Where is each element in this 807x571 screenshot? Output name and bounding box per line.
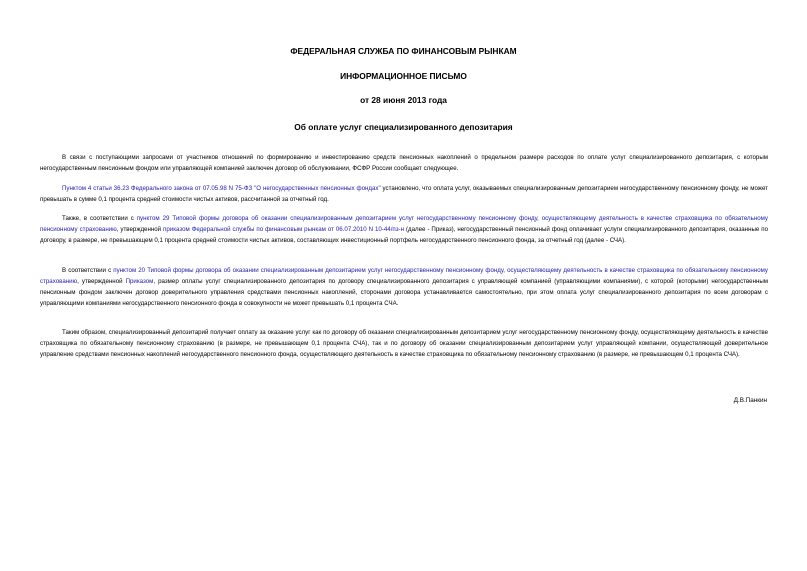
order-link[interactable]: приказом Федеральной службы по финансовым рынкам от 06.07.2010 N 10-44/пз-н xyxy=(163,226,404,233)
document-date: от 28 июня 2013 года xyxy=(360,95,447,105)
clause-29-link[interactable]: пунктом 29 Типовой формы договора об оказании специализированным депозитарием услуг негосударственному пенсионному фонду, осуществляющему деятельность в качестве страховщика по обязательному пенсионному страхованию xyxy=(40,215,768,233)
paragraph-npf-contract xyxy=(40,213,768,246)
order-short-link[interactable]: Приказом xyxy=(125,278,154,285)
clause-20-link[interactable]: пунктом 20 Типовой формы договора об оказании специализированным депозитарием услуг негосударственному пенсионному фонду, осуществляющему деятельность в качестве страховщика по обязательному пенсионному страхованию xyxy=(40,267,768,285)
law-article-link[interactable]: Пунктом 4 статьи 36.23 Федерального закона от 07.05.98 N 75-ФЗ "О негосударственных пенсионных фондах" xyxy=(62,185,381,192)
paragraph-npf-contract-pre: Также, в соответствии с xyxy=(62,215,137,222)
paragraph-management-company-rest: , размер оплаты услуг специализированного депозитария по договору специализированного депозитария с управляющей компанией (управляющими компаниями), с которой (которыми) негосударственным пенсионным фондом заключен договор доверительного управления средствами пенсионных накоплений, сторонами договора устанавливается самостоятельно, при этом оплата услуг специализированного депозитария по всем договорам с управляющими компаниями негосударственного пенсионного фонда в совокупности не может превышать 0,1 процента СЧА. xyxy=(40,278,768,307)
paragraph-law-reference-text: установлено, что оплата услуг, оказываемых специализированным депозитарием негосударственному пенсионному фонду, не может превышать в сумме 0,1 процента средней стоимости чистых активов, рассчитанной за отчетный год. xyxy=(40,185,768,203)
document-subject: Об оплате услуг специализированного депозитария xyxy=(294,122,513,132)
paragraph-npf-contract-rest: (далее - Приказ), негосударственный пенсионный фонд оплачивает услуги специализированного депозитария, оказанные по договору, в размере, не превышающем 0,1 процента средней стоимости чистых активов, составляющих инвестиционный портфель негосударственного пенсионного фонда, за отчетный год (далее - СЧА). xyxy=(40,226,768,244)
paragraph-management-company-mid: , утвержденной xyxy=(77,278,126,285)
paragraph-management-company xyxy=(40,265,768,309)
paragraph-conclusion-text: Таким образом, специализированный депозитарий получает оплату за оказание услуг как по договору об оказании специализированным депозитарием услуг негосударственному пенсионному фонду, осуществляющему деятельность в качестве страховщика по обязательному пенсионному страхованию (в размере, не превышающем 0,1 процента СЧА), так и по договору об оказании специализированным депозитарием услуг управляющей компании, осуществляющей доверительное управление средствами пенсионных накоплений негосударственного пенсионного фонда, осуществляющего деятельность в качестве страховщика по обязательному пенсионному страхованию (в размере, не превышающем 0,1 процента СЧА). xyxy=(40,329,768,358)
paragraph-intro xyxy=(40,152,768,174)
paragraph-conclusion xyxy=(40,327,768,360)
agency-heading: ФЕДЕРАЛЬНАЯ СЛУЖБА ПО ФИНАНСОВЫМ РЫНКАМ xyxy=(290,46,517,56)
paragraph-management-company-pre: В соответствии с xyxy=(62,267,114,274)
paragraph-npf-contract-mid: , утвержденной xyxy=(116,226,164,233)
paragraph-intro-text: В связи с поступающими запросами от участников отношений по формированию и инвестированию средств пенсионных накоплений о предельном размере расходов по оплате услуг специализированного депозитария, с которым негосударственным пенсионным фондом или управляющей компанией заключен договор об обслуживании, ФСФР России сообщает следующее. xyxy=(40,154,768,172)
signature: Д.В.Панкин xyxy=(733,397,767,404)
document-type-heading: ИНФОРМАЦИОННОЕ ПИСЬМО xyxy=(340,71,467,81)
paragraph-law-reference xyxy=(40,183,768,205)
